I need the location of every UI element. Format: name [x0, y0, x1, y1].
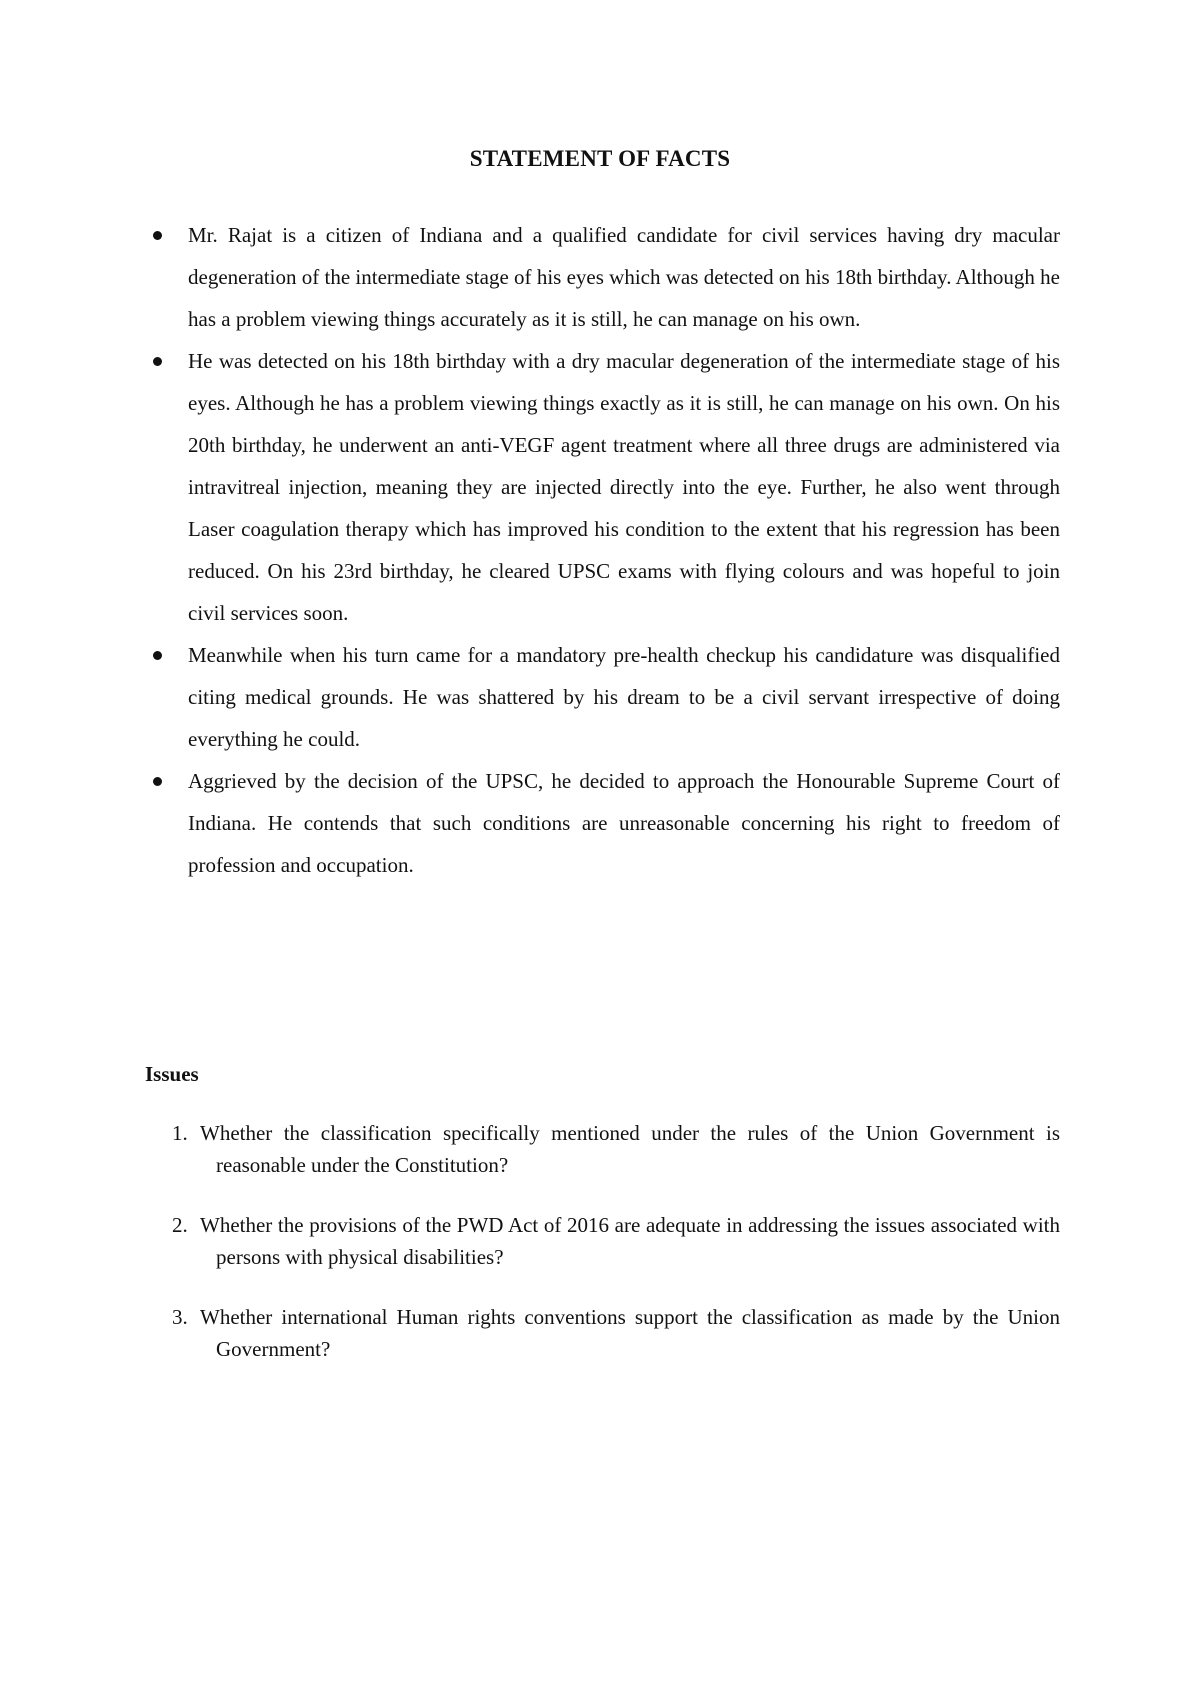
bullet-icon — [153, 231, 162, 240]
issue-number: 2. — [172, 1213, 188, 1237]
fact-item — [188, 214, 1060, 340]
fact-item — [188, 760, 1060, 886]
issue-text: Whether the classification specifically mentioned under the rules of the Union Government is reasonable under the Constitution? — [200, 1121, 1060, 1177]
issue-number: 3. — [172, 1305, 188, 1329]
fact-text: Meanwhile when his turn came for a mandatory pre-health checkup his candidature was disqualified citing medical grounds. He was shattered by his dream to be a civil servant irrespective of doing everything he could. — [188, 643, 1060, 751]
fact-item — [188, 634, 1060, 760]
page-title: STATEMENT OF FACTS — [469, 146, 731, 171]
issues-heading: Issues — [145, 1062, 199, 1086]
issue-item — [172, 1301, 1060, 1365]
facts-list — [188, 214, 1060, 886]
issue-text: Whether the provisions of the PWD Act of 2016 are adequate in addressing the issues associated with persons with physical disabilities? — [200, 1213, 1060, 1269]
issue-item — [172, 1209, 1060, 1273]
fact-item — [188, 340, 1060, 634]
bullet-icon — [153, 651, 162, 660]
bullet-icon — [153, 777, 162, 786]
issue-number: 1. — [172, 1121, 188, 1145]
fact-text: Mr. Rajat is a citizen of Indiana and a qualified candidate for civil services having dry macular degeneration of the intermediate stage of his eyes which was detected on his 18th birthday. Although he has a problem viewing things accurately as it is still, he can manage on his own. — [188, 223, 1060, 331]
issue-text: Whether international Human rights conventions support the classification as made by the Union Government? — [200, 1305, 1060, 1361]
fact-text: Aggrieved by the decision of the UPSC, he decided to approach the Honourable Supreme Court of Indiana. He contends that such conditions are unreasonable concerning his right to freedom of profession and occupation. — [188, 769, 1060, 877]
fact-text: He was detected on his 18th birthday with a dry macular degeneration of the intermediate stage of his eyes. Although he has a problem viewing things exactly as it is still, he can manage on his own. On his 20th birthday, he underwent an anti-VEGF agent treatment where all three drugs are administered via intravitreal injection, meaning they are injected directly into the eye. Further, he also went through Laser coagulation therapy which has improved his condition to the extent that his regression has been reduced. On his 23rd birthday, he cleared UPSC exams with flying colours and was hopeful to join civil services soon. — [188, 349, 1060, 625]
issues-list — [172, 1117, 1060, 1393]
bullet-icon — [153, 357, 162, 366]
issue-item — [172, 1117, 1060, 1181]
